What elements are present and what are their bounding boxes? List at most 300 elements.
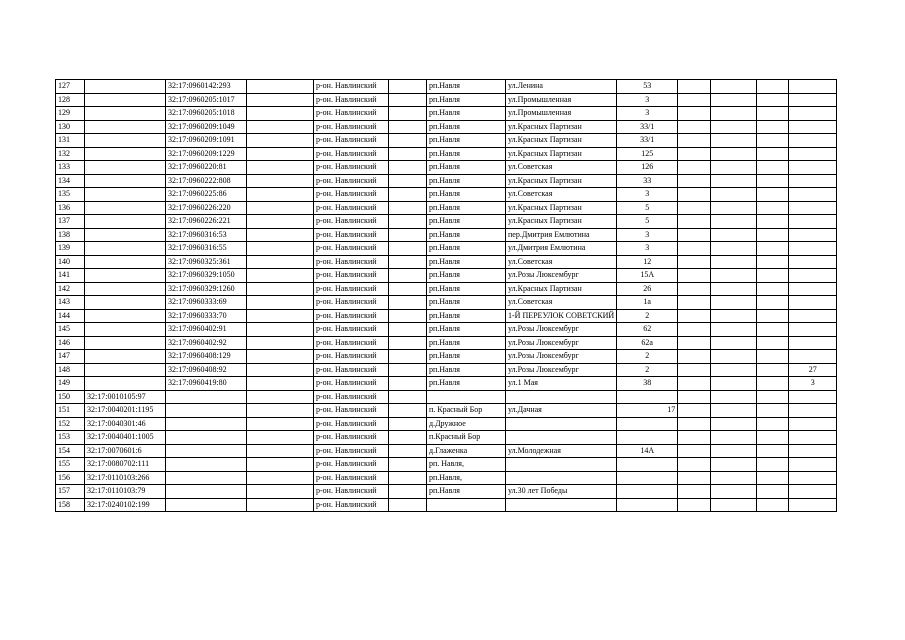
extra-value (789, 215, 837, 229)
empty-cell (247, 458, 314, 472)
cadastral-number-building: 32:17:0960316:53 (166, 228, 247, 242)
extra-value (789, 161, 837, 175)
district: р-он. Навлинский (314, 228, 389, 242)
house-number: 1а (617, 296, 678, 310)
row-number: 153 (56, 431, 85, 445)
empty-cell (389, 80, 427, 94)
extra-cell (678, 282, 711, 296)
house-number: 12 (617, 255, 678, 269)
table-row (56, 228, 837, 242)
table-row (56, 255, 837, 269)
extra-cell (757, 444, 789, 458)
house-number: 53 (617, 80, 678, 94)
extra-cell (711, 444, 757, 458)
table-row (56, 107, 837, 121)
district: р-он. Навлинский (314, 336, 389, 350)
street: ул.Дмитрия Емлютина (506, 242, 617, 256)
extra-cell (757, 134, 789, 148)
table-row (56, 188, 837, 202)
extra-value (789, 188, 837, 202)
row-number: 144 (56, 309, 85, 323)
house-number (617, 390, 678, 404)
district: р-он. Навлинский (314, 309, 389, 323)
extra-cell (711, 431, 757, 445)
cadastral-number-building (166, 431, 247, 445)
extra-cell (711, 120, 757, 134)
table-body (56, 80, 837, 512)
extra-cell (711, 188, 757, 202)
empty-cell (247, 296, 314, 310)
empty-cell (247, 444, 314, 458)
cadastral-number-land: 32:17:0240102:199 (85, 498, 166, 512)
street: ул.Промышленная (506, 93, 617, 107)
extra-value (789, 201, 837, 215)
extra-cell (678, 80, 711, 94)
empty-cell (247, 336, 314, 350)
empty-cell (247, 350, 314, 364)
extra-cell (678, 147, 711, 161)
empty-cell (247, 404, 314, 418)
row-number: 157 (56, 485, 85, 499)
row-number: 137 (56, 215, 85, 229)
empty-cell (247, 282, 314, 296)
cadastral-number-land: 32:17:0080702:111 (85, 458, 166, 472)
cadastral-number-land (85, 188, 166, 202)
table-row (56, 444, 837, 458)
house-number: 15А (617, 269, 678, 283)
empty-cell (389, 498, 427, 512)
street: ул.Советская (506, 255, 617, 269)
street: ул.Дачная (506, 404, 617, 418)
house-number: 33/1 (617, 134, 678, 148)
street: ул.Ленина (506, 80, 617, 94)
table-row (56, 485, 837, 499)
extra-cell (678, 255, 711, 269)
empty-cell (389, 174, 427, 188)
locality: рп.Навля (427, 309, 506, 323)
empty-cell (247, 242, 314, 256)
extra-cell (757, 215, 789, 229)
house-number: 2 (617, 309, 678, 323)
extra-cell (711, 201, 757, 215)
locality: рп.Навля (427, 377, 506, 391)
street: ул.Красных Партизан (506, 120, 617, 134)
extra-cell (757, 404, 789, 418)
locality: рп.Навля (427, 188, 506, 202)
extra-cell (711, 107, 757, 121)
district: р-он. Навлинский (314, 201, 389, 215)
cadastral-number-building: 32:17:0960220:81 (166, 161, 247, 175)
extra-value (789, 255, 837, 269)
empty-cell (247, 201, 314, 215)
extra-value (789, 336, 837, 350)
cadastral-number-building (166, 471, 247, 485)
extra-value (789, 390, 837, 404)
cadastral-number-building (166, 498, 247, 512)
street (506, 417, 617, 431)
extra-value (789, 431, 837, 445)
empty-cell (389, 363, 427, 377)
extra-value (789, 174, 837, 188)
house-number: 2 (617, 363, 678, 377)
cadastral-number-land (85, 309, 166, 323)
cadastral-number-land (85, 282, 166, 296)
row-number: 143 (56, 296, 85, 310)
extra-cell (757, 161, 789, 175)
house-number (617, 485, 678, 499)
extra-cell (711, 134, 757, 148)
extra-cell (711, 174, 757, 188)
extra-value (789, 296, 837, 310)
locality: рп.Навля (427, 147, 506, 161)
locality: рп.Навля (427, 120, 506, 134)
empty-cell (247, 215, 314, 229)
empty-cell (389, 336, 427, 350)
extra-cell (757, 390, 789, 404)
table-row (56, 282, 837, 296)
property-register-table (55, 79, 837, 512)
row-number: 140 (56, 255, 85, 269)
extra-cell (757, 336, 789, 350)
extra-cell (678, 215, 711, 229)
empty-cell (247, 80, 314, 94)
extra-value (789, 147, 837, 161)
extra-cell (678, 390, 711, 404)
extra-cell (757, 485, 789, 499)
street: ул.Промышленная (506, 107, 617, 121)
cadastral-number-building: 32:17:0960402:92 (166, 336, 247, 350)
locality: рп.Навля (427, 350, 506, 364)
extra-cell (757, 417, 789, 431)
district: р-он. Навлинский (314, 174, 389, 188)
empty-cell (389, 134, 427, 148)
cadastral-number-land (85, 120, 166, 134)
empty-cell (247, 120, 314, 134)
street (506, 390, 617, 404)
street (506, 498, 617, 512)
extra-value (789, 120, 837, 134)
table-row (56, 80, 837, 94)
extra-cell (757, 498, 789, 512)
extra-value (789, 309, 837, 323)
cadastral-number-land (85, 363, 166, 377)
extra-cell (678, 444, 711, 458)
cadastral-number-building: 32:17:0960226:220 (166, 201, 247, 215)
extra-cell (757, 363, 789, 377)
locality: рп.Навля (427, 174, 506, 188)
empty-cell (389, 309, 427, 323)
empty-cell (389, 282, 427, 296)
extra-cell (757, 174, 789, 188)
district: р-он. Навлинский (314, 242, 389, 256)
extra-value (789, 93, 837, 107)
extra-cell (757, 228, 789, 242)
empty-cell (389, 107, 427, 121)
empty-cell (389, 161, 427, 175)
extra-cell (711, 363, 757, 377)
extra-cell (711, 404, 757, 418)
table-row (56, 269, 837, 283)
locality (427, 498, 506, 512)
cadastral-number-land (85, 296, 166, 310)
extra-cell (757, 80, 789, 94)
empty-cell (247, 377, 314, 391)
empty-cell (247, 390, 314, 404)
extra-cell (711, 147, 757, 161)
district: р-он. Навлинский (314, 377, 389, 391)
district: р-он. Навлинский (314, 134, 389, 148)
empty-cell (247, 417, 314, 431)
empty-cell (389, 120, 427, 134)
row-number: 128 (56, 93, 85, 107)
cadastral-number-building: 32:17:0960142:293 (166, 80, 247, 94)
table-row (56, 296, 837, 310)
empty-cell (389, 147, 427, 161)
row-number: 158 (56, 498, 85, 512)
empty-cell (247, 255, 314, 269)
cadastral-number-land (85, 215, 166, 229)
district: р-он. Навлинский (314, 350, 389, 364)
row-number: 141 (56, 269, 85, 283)
extra-cell (678, 458, 711, 472)
extra-cell (757, 309, 789, 323)
locality: рп.Навля (427, 201, 506, 215)
extra-cell (711, 390, 757, 404)
table-row (56, 404, 837, 418)
empty-cell (389, 350, 427, 364)
street: ул.Молодежная (506, 444, 617, 458)
row-number: 138 (56, 228, 85, 242)
cadastral-number-land (85, 107, 166, 121)
table-row (56, 134, 837, 148)
cadastral-number-building: 32:17:0960419:80 (166, 377, 247, 391)
extra-value (789, 228, 837, 242)
row-number: 148 (56, 363, 85, 377)
row-number: 150 (56, 390, 85, 404)
row-number: 149 (56, 377, 85, 391)
extra-cell (678, 309, 711, 323)
house-number: 33 (617, 174, 678, 188)
extra-cell (757, 458, 789, 472)
empty-cell (247, 228, 314, 242)
empty-cell (247, 498, 314, 512)
district: р-он. Навлинский (314, 323, 389, 337)
extra-value (789, 282, 837, 296)
district: р-он. Навлинский (314, 120, 389, 134)
locality: рп.Навля (427, 323, 506, 337)
cadastral-number-land: 32:17:0110103:79 (85, 485, 166, 499)
extra-cell (678, 174, 711, 188)
cadastral-number-building: 32:17:0960316:55 (166, 242, 247, 256)
street: ул.Советская (506, 296, 617, 310)
extra-cell (711, 80, 757, 94)
cadastral-number-land (85, 93, 166, 107)
locality: рп.Навля (427, 161, 506, 175)
house-number: 3 (617, 228, 678, 242)
extra-value (789, 269, 837, 283)
empty-cell (247, 323, 314, 337)
row-number: 151 (56, 404, 85, 418)
extra-value (789, 417, 837, 431)
house-number: 14А (617, 444, 678, 458)
extra-cell (757, 120, 789, 134)
extra-value: 27 (789, 363, 837, 377)
extra-cell (711, 323, 757, 337)
extra-cell (757, 242, 789, 256)
extra-cell (678, 323, 711, 337)
extra-cell (678, 350, 711, 364)
cadastral-number-building: 32:17:0960226:221 (166, 215, 247, 229)
cadastral-number-land (85, 161, 166, 175)
row-number: 130 (56, 120, 85, 134)
extra-cell (678, 242, 711, 256)
locality: рп.Навля, (427, 471, 506, 485)
house-number (617, 417, 678, 431)
district: р-он. Навлинский (314, 296, 389, 310)
cadastral-number-land: 32:17:0110103:266 (85, 471, 166, 485)
extra-value (789, 134, 837, 148)
row-number: 146 (56, 336, 85, 350)
locality: рп.Навля (427, 269, 506, 283)
extra-cell (711, 336, 757, 350)
empty-cell (247, 161, 314, 175)
row-number: 129 (56, 107, 85, 121)
district: р-он. Навлинский (314, 107, 389, 121)
extra-cell (711, 296, 757, 310)
row-number: 131 (56, 134, 85, 148)
extra-value (789, 485, 837, 499)
cadastral-number-land: 32:17:0040301:46 (85, 417, 166, 431)
empty-cell (389, 485, 427, 499)
table-row (56, 201, 837, 215)
cadastral-number-land (85, 255, 166, 269)
empty-cell (389, 93, 427, 107)
district: р-он. Навлинский (314, 80, 389, 94)
empty-cell (389, 458, 427, 472)
table-row (56, 471, 837, 485)
row-number: 136 (56, 201, 85, 215)
street: ул.Советская (506, 161, 617, 175)
empty-cell (247, 269, 314, 283)
empty-cell (389, 296, 427, 310)
empty-cell (389, 215, 427, 229)
table-row (56, 323, 837, 337)
extra-value (789, 107, 837, 121)
table-row (56, 215, 837, 229)
extra-cell (711, 255, 757, 269)
extra-value (789, 323, 837, 337)
row-number: 145 (56, 323, 85, 337)
extra-cell (711, 485, 757, 499)
empty-cell (247, 134, 314, 148)
extra-value (789, 444, 837, 458)
street: ул.Красных Партизан (506, 201, 617, 215)
empty-cell (247, 107, 314, 121)
extra-cell (678, 377, 711, 391)
cadastral-number-land: 32:17:0010105:97 (85, 390, 166, 404)
house-number: 26 (617, 282, 678, 296)
district: р-он. Навлинский (314, 444, 389, 458)
locality: д.Дружное (427, 417, 506, 431)
empty-cell (247, 363, 314, 377)
extra-cell (678, 93, 711, 107)
house-number: 33/1 (617, 120, 678, 134)
district: р-он. Навлинский (314, 485, 389, 499)
empty-cell (247, 309, 314, 323)
district: р-он. Навлинский (314, 498, 389, 512)
district: р-он. Навлинский (314, 147, 389, 161)
cadastral-number-land (85, 269, 166, 283)
table-row (56, 336, 837, 350)
cadastral-number-building (166, 458, 247, 472)
extra-cell (678, 134, 711, 148)
empty-cell (389, 417, 427, 431)
locality: рп.Навля (427, 485, 506, 499)
extra-cell (757, 377, 789, 391)
district: р-он. Навлинский (314, 282, 389, 296)
extra-cell (711, 498, 757, 512)
locality: рп.Навля (427, 107, 506, 121)
house-number: 5 (617, 215, 678, 229)
extra-cell (757, 350, 789, 364)
table-row (56, 431, 837, 445)
locality: д.Глаженка (427, 444, 506, 458)
extra-cell (678, 363, 711, 377)
street: ул.Красных Партизан (506, 215, 617, 229)
row-number: 154 (56, 444, 85, 458)
cadastral-number-land: 32:17:0070601:6 (85, 444, 166, 458)
extra-cell (711, 228, 757, 242)
house-number (617, 458, 678, 472)
cadastral-number-building: 32:17:0960209:1091 (166, 134, 247, 148)
extra-cell (678, 161, 711, 175)
row-number: 133 (56, 161, 85, 175)
table-row (56, 417, 837, 431)
house-number: 125 (617, 147, 678, 161)
extra-cell (711, 93, 757, 107)
cadastral-number-building: 32:17:0960408:92 (166, 363, 247, 377)
empty-cell (247, 93, 314, 107)
street: 1-Й ПЕРЕУЛОК СОВЕТСКИЙ (506, 309, 617, 323)
table-row (56, 93, 837, 107)
locality: рп.Навля (427, 336, 506, 350)
locality: рп.Навля (427, 80, 506, 94)
cadastral-number-land (85, 228, 166, 242)
cadastral-number-land (85, 377, 166, 391)
district: р-он. Навлинский (314, 188, 389, 202)
extra-value (789, 471, 837, 485)
table-row (56, 120, 837, 134)
locality: рп.Навля (427, 228, 506, 242)
extra-cell (678, 201, 711, 215)
street: ул.Розы Люксембург (506, 336, 617, 350)
row-number: 155 (56, 458, 85, 472)
street (506, 458, 617, 472)
locality: рп.Навля (427, 255, 506, 269)
table-row (56, 242, 837, 256)
cadastral-number-land (85, 201, 166, 215)
extra-cell (711, 309, 757, 323)
empty-cell (247, 471, 314, 485)
row-number: 152 (56, 417, 85, 431)
row-number: 127 (56, 80, 85, 94)
street: ул.Красных Партизан (506, 282, 617, 296)
extra-value (789, 404, 837, 418)
extra-cell (711, 458, 757, 472)
locality: рп.Навля (427, 93, 506, 107)
house-number: 3 (617, 242, 678, 256)
cadastral-number-building: 32:17:0960333:70 (166, 309, 247, 323)
